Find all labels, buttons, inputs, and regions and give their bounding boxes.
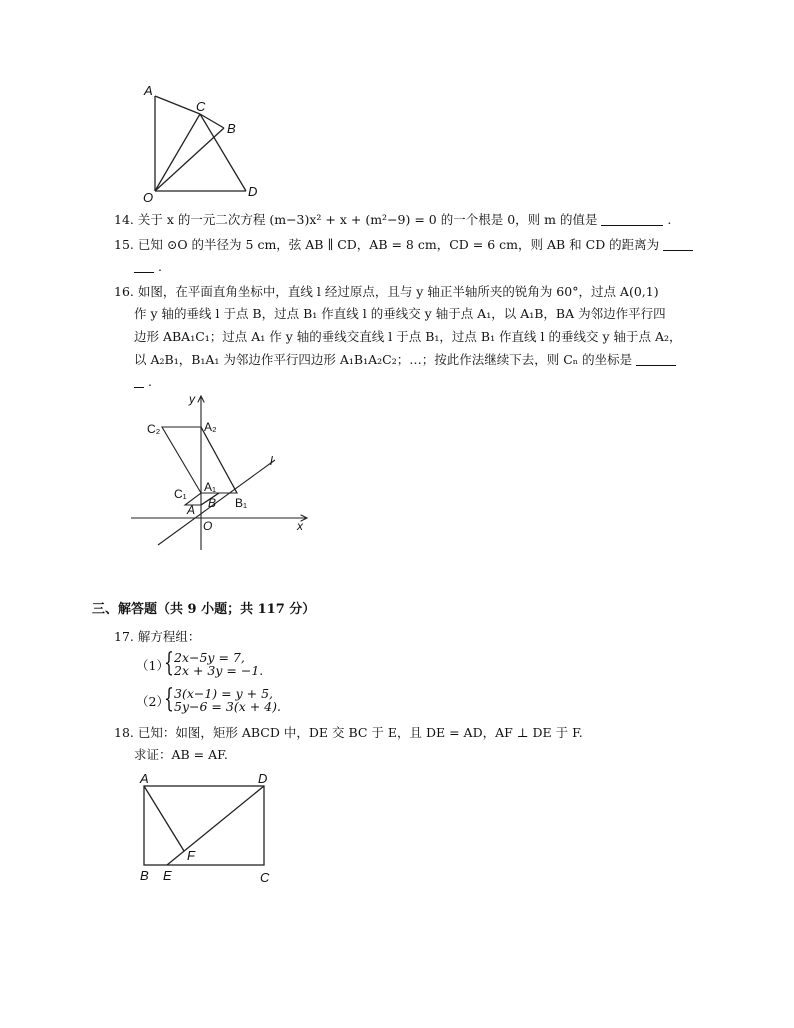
fig2-label-b1: B₁ bbox=[235, 496, 248, 510]
question-16-line-3 bbox=[134, 328, 682, 346]
q17-system-1 bbox=[136, 649, 336, 679]
fig1-label-b: B bbox=[227, 121, 236, 136]
question-16-line-4 bbox=[134, 351, 676, 369]
brace-icon: { bbox=[164, 684, 174, 714]
q15-text: 已知 ⊙O 的半径为 5 cm，弦 AB ∥ CD，AB = 8 cm，CD = 6 cm，则 AB 和 CD 的距离为 bbox=[137, 237, 660, 252]
figure-3-rectangle-diagram bbox=[135, 772, 285, 887]
q16-number: 16. bbox=[114, 284, 134, 299]
fig1-label-a: A bbox=[144, 83, 153, 98]
fig3-label-d: D bbox=[258, 772, 268, 786]
fig2-label-c1: C₁ bbox=[174, 487, 187, 501]
q14-number: 14. bbox=[114, 212, 134, 227]
fig2-label-x: x bbox=[297, 519, 303, 533]
q18-number: 18. bbox=[114, 725, 134, 740]
q16-text-2: 作 y 轴的垂线 l 于点 B，过点 B₁ 作直线 l 的垂线交 y 轴于点 A₁，以 A₁B，BA 为邻边作平行四 bbox=[134, 306, 666, 321]
question-18 bbox=[114, 724, 583, 742]
fig1-label-c: C bbox=[196, 99, 206, 114]
question-16-line-1 bbox=[114, 283, 659, 301]
fig3-label-a: A bbox=[140, 772, 149, 786]
fig1-label-o: O bbox=[143, 190, 154, 205]
fig2-label-a1: A₁ bbox=[204, 480, 217, 494]
q17-part2-label: （2） bbox=[136, 694, 169, 709]
q17-part1-eq2: 2x + 3y = −1. bbox=[174, 663, 264, 678]
q17-part1-label: （1） bbox=[136, 658, 169, 673]
q17-part2-eq1: 3(x−1) = y + 5, bbox=[174, 686, 274, 701]
q17-number: 17. bbox=[114, 629, 134, 644]
q15-period: . bbox=[157, 259, 162, 274]
question-14 bbox=[114, 211, 671, 229]
q16-period: . bbox=[147, 374, 152, 389]
q14-text: 关于 x 的一元二次方程 (m−3)x² + x + (m²−9) = 0 的一个根是 0，则 m 的值是 bbox=[137, 212, 598, 227]
q17-part1-eq1: 2x−5y = 7, bbox=[174, 650, 245, 665]
question-15 bbox=[114, 236, 693, 254]
fig2-label-o: O bbox=[203, 519, 213, 533]
fig2-label-a2: A₂ bbox=[204, 420, 217, 434]
q18-text: 已知：如图，矩形 ABCD 中，DE 交 BC 于 E，且 DE = AD，AF ⊥ DE 于 F. bbox=[137, 725, 583, 740]
figure-1-diagram bbox=[140, 80, 270, 205]
q14-period: . bbox=[667, 212, 672, 227]
fig3-label-f: F bbox=[187, 848, 195, 863]
fig2-label-c2: C₂ bbox=[147, 422, 161, 436]
q15-number: 15. bbox=[114, 237, 134, 252]
q16-answer-blank[interactable] bbox=[636, 353, 676, 366]
question-17 bbox=[114, 628, 200, 646]
question-18-prove: 求证：AB = AF. bbox=[134, 747, 228, 762]
q16-text-4: 以 A₂B₁，B₁A₁ 为邻边作平行四边形 A₁B₁A₂C₂；…；按此作法继续下去，则 Cₙ 的坐标是 bbox=[134, 352, 633, 367]
q14-answer-blank[interactable] bbox=[601, 213, 663, 226]
question-16-line-2 bbox=[134, 305, 666, 323]
fig2-label-b: B bbox=[208, 496, 217, 510]
q17-text: 解方程组： bbox=[137, 629, 201, 644]
q16-text-1: 如图，在平面直角坐标中，直线 l 经过原点，且与 y 轴正半轴所夹的锐角为 60°，过点 A(0,1) bbox=[137, 284, 659, 299]
q15-answer-blank-cont[interactable] bbox=[134, 260, 154, 273]
brace-icon: { bbox=[164, 648, 174, 678]
q17-system-2 bbox=[136, 685, 356, 715]
figure-2-coordinate-diagram bbox=[125, 390, 315, 555]
fig3-label-b: B bbox=[140, 868, 149, 883]
question-15-cont bbox=[134, 258, 162, 276]
q15-answer-blank[interactable] bbox=[663, 238, 693, 251]
fig2-label-l: l bbox=[270, 454, 273, 468]
fig3-label-e: E bbox=[163, 868, 172, 883]
section-3-title: 三、解答题（共 9 小题；共 117 分） bbox=[92, 602, 316, 617]
fig1-label-d: D bbox=[248, 184, 258, 199]
q16-text-3: 边形 ABA₁C₁；过点 A₁ 作 y 轴的垂线交直线 l 于点 B₁，过点 B₁ 作直线 l 的垂线交 y 轴于点 A₂， bbox=[134, 329, 682, 344]
fig3-label-c: C bbox=[260, 870, 270, 885]
question-16-line-5 bbox=[134, 373, 152, 391]
fig2-label-a: A bbox=[187, 503, 196, 517]
q16-answer-blank-cont[interactable] bbox=[134, 375, 144, 388]
q17-part2-eq2: 5y−6 = 3(x + 4). bbox=[174, 699, 281, 714]
fig2-label-y: y bbox=[189, 392, 195, 406]
